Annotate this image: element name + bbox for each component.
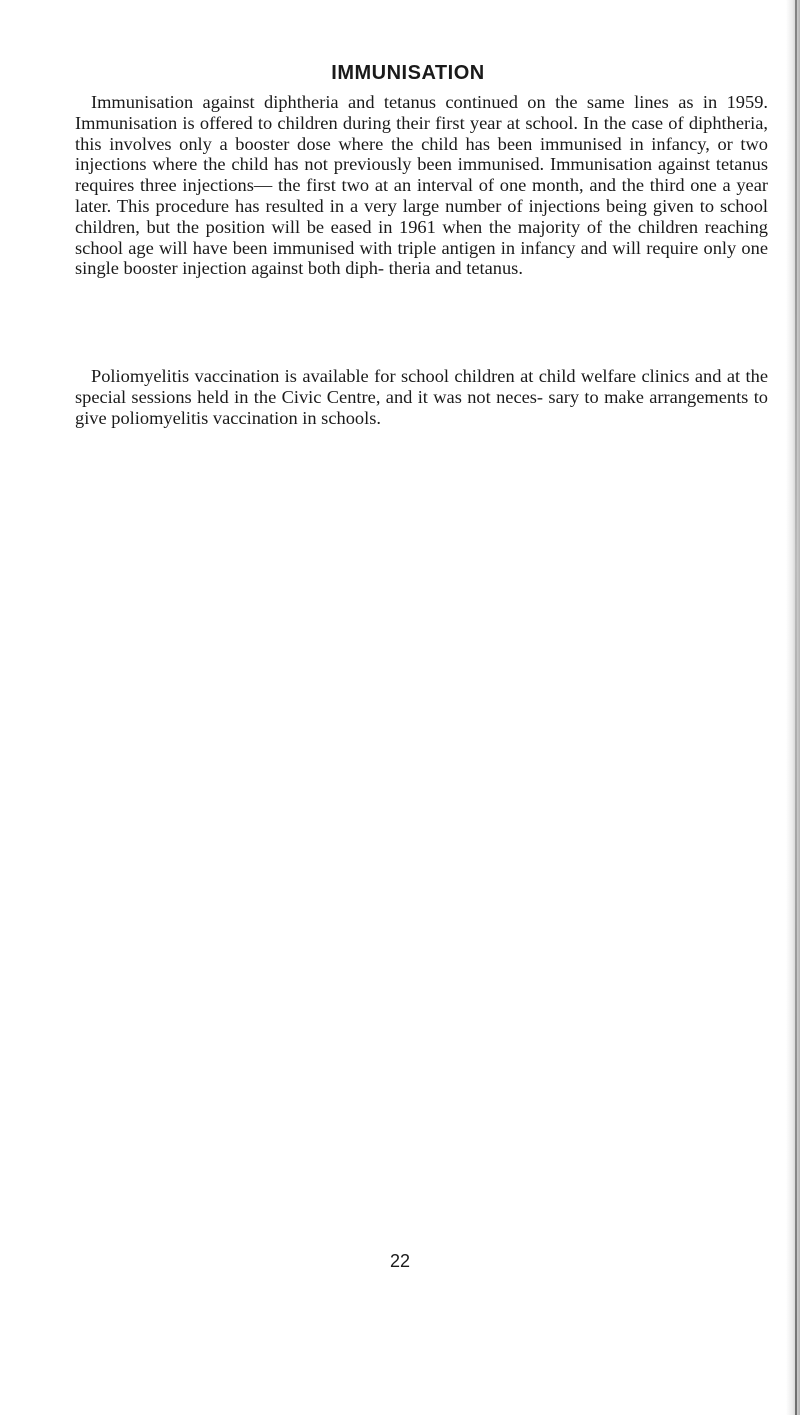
page-edge-shadow	[786, 0, 800, 1415]
page-title: IMMUNISATION	[331, 62, 485, 84]
page-number: 22	[389, 1251, 411, 1271]
page-edge-line	[795, 0, 797, 1415]
paragraph-poliomyelitis: Poliomyelitis vaccination is available for school children at child welfare clinics and at the special sessions held in the Civic Centre, and it was not neces- sary to make arrangements to give poliomyelitis vaccination in schools.	[75, 366, 768, 428]
paragraph-diphtheria-tetanus: Immunisation against diphtheria and tetanus continued on the same lines as in 1959. Immunisation is offered to children during their first year at school. In the case of diphtheria, this involves only a booster dose where the child has been immunised in infancy, or two injections where the child has not previously been immunised. Immunisation against tetanus requires three injections— the first two at an interval of one month, and the third one a year later. This procedure has resulted in a very large number of injections being given to school children, but the position will be eased in 1961 when the majority of the children reaching school age will have been immunised with triple antigen in infancy and will require only one single booster injection against both diph- theria and tetanus.	[75, 92, 768, 279]
